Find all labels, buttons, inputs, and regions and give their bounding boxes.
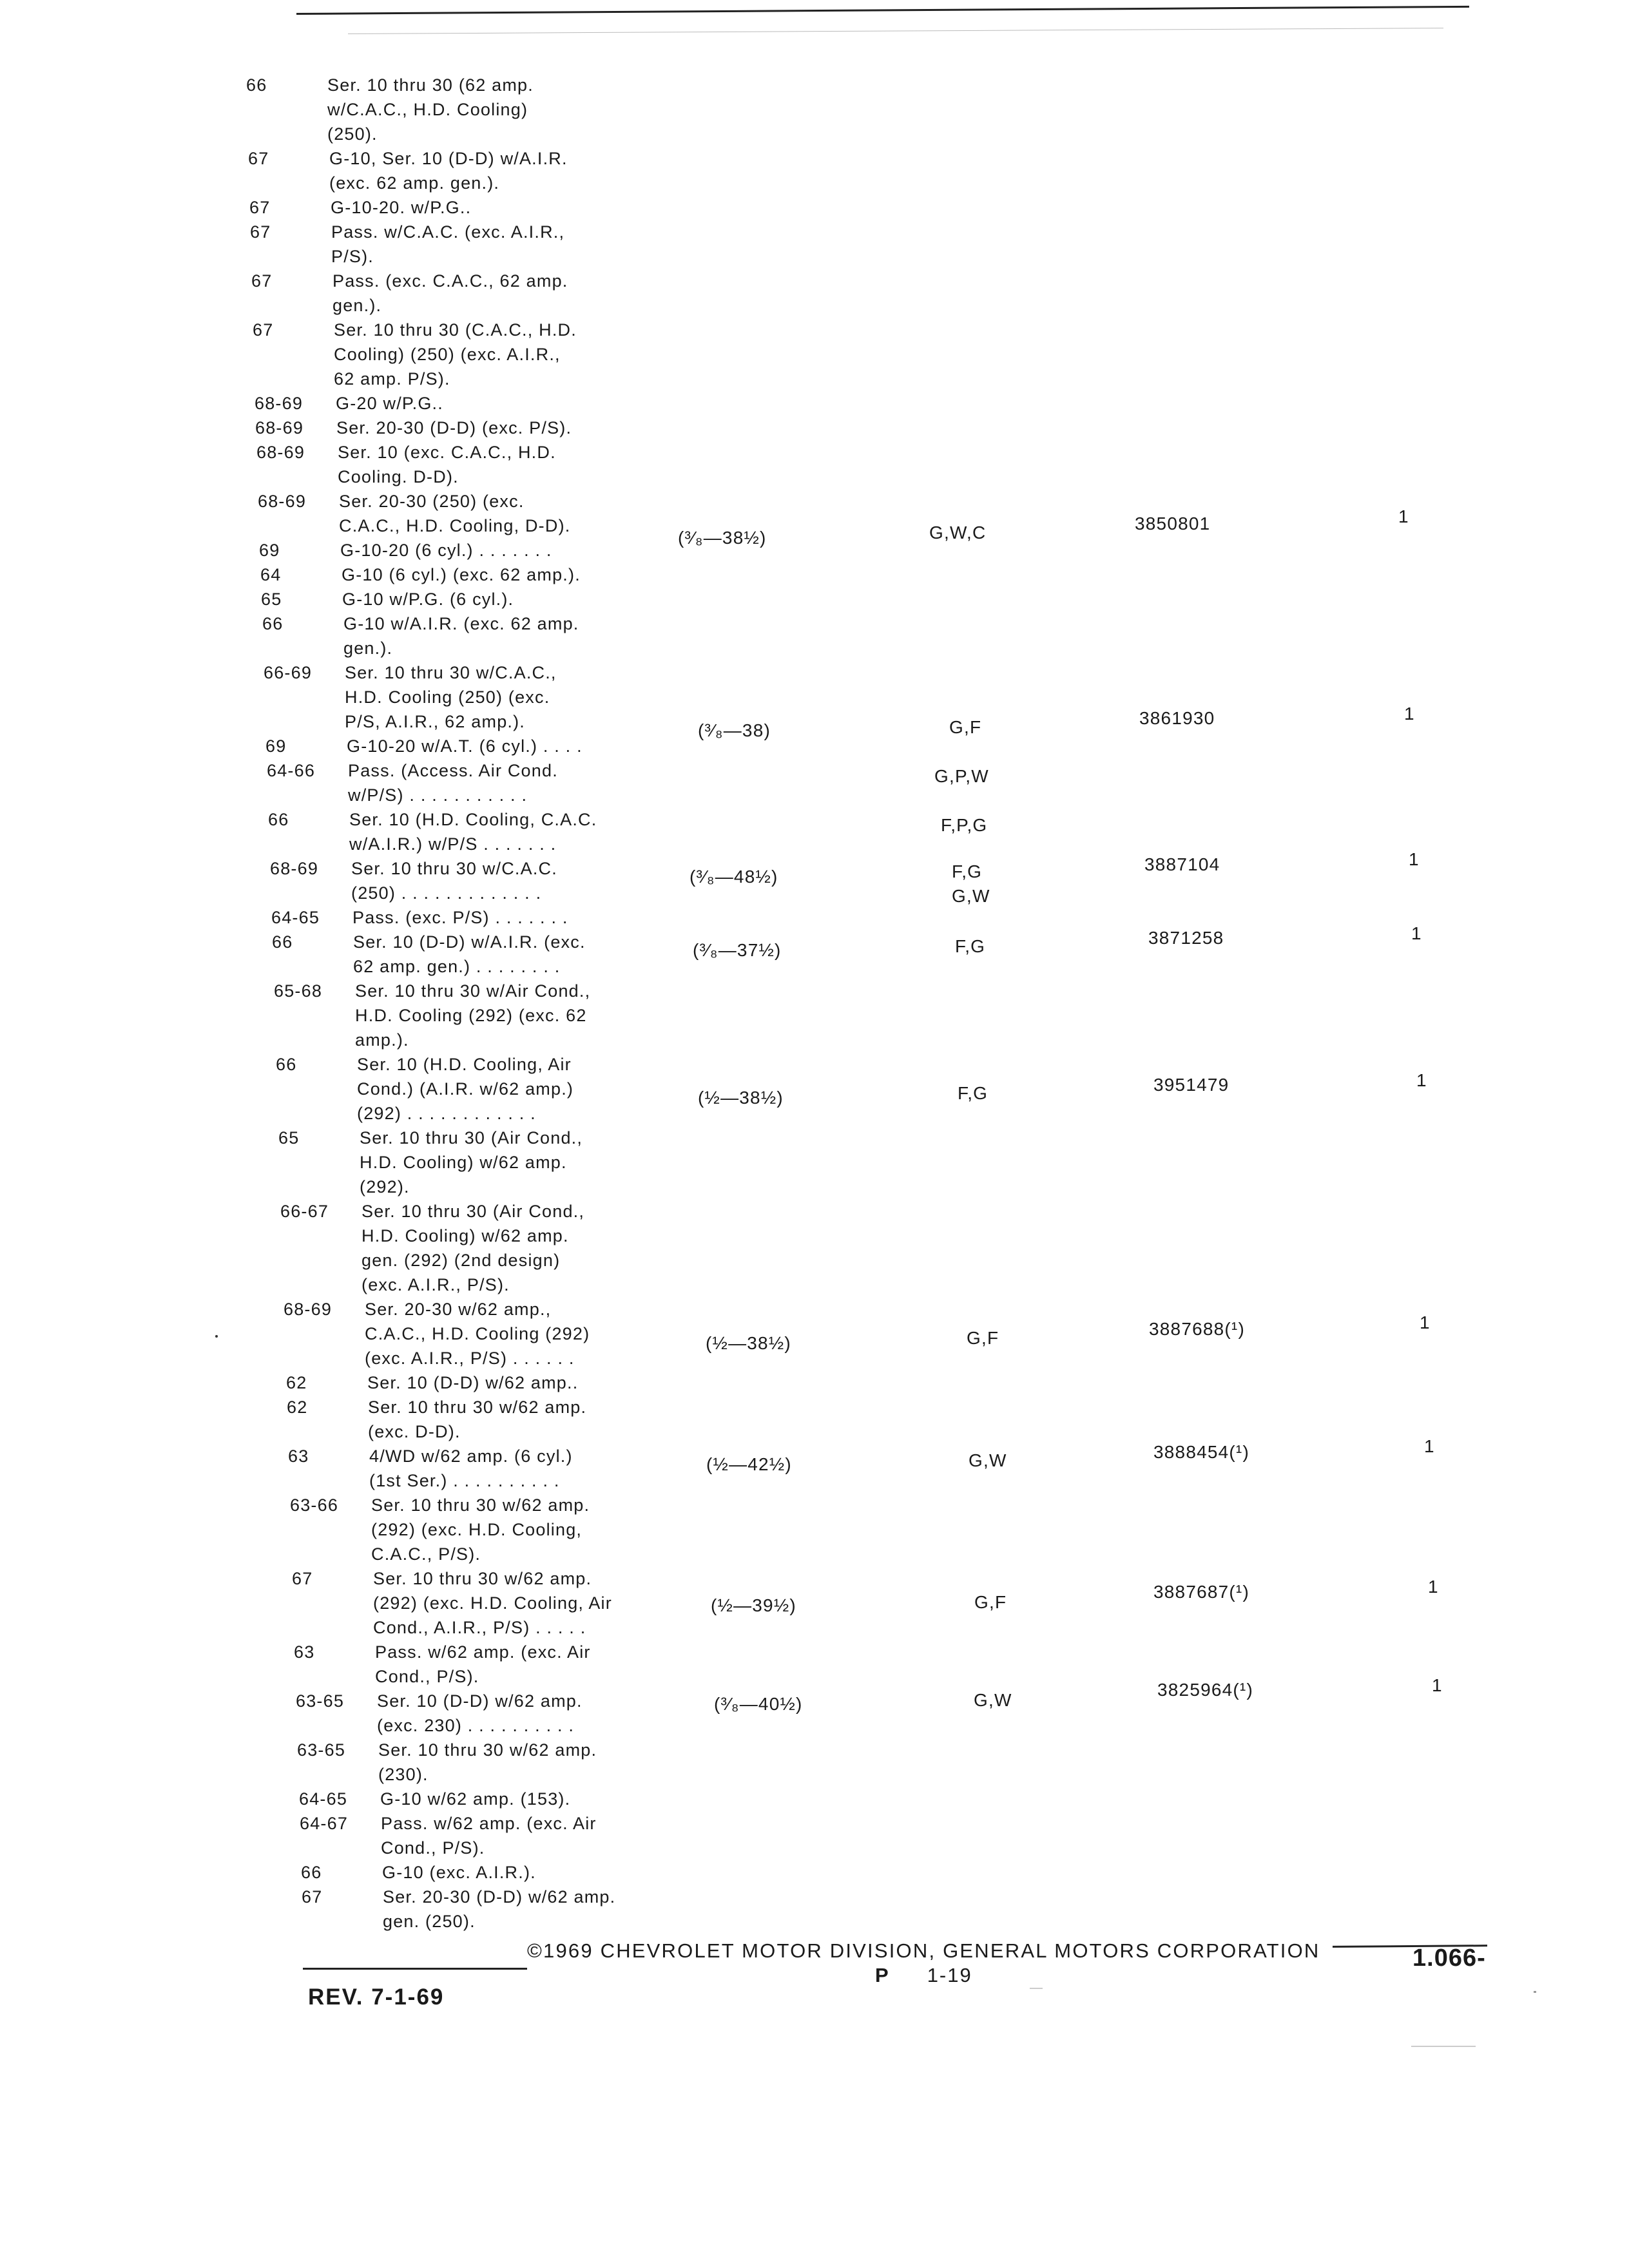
entry-years: 68-69 (270, 859, 319, 878)
entry-description: Ser. 10 (D-D) w/62 amp.. (367, 1373, 579, 1392)
entry-description: Ser. 10 thru 30 (62 amp. w/C.A.C., H.D. Cooling) (250). (327, 75, 534, 144)
type-code: G,P,W (934, 766, 989, 786)
entry-description: Ser. 10 thru 30 w/C.A.C. (250) . . . . . . . . . . . . . (351, 859, 557, 903)
entry-years: 67 (251, 271, 273, 291)
page-number: 1-19 (927, 1964, 972, 1986)
entry-description: Ser. 10 thru 30 w/62 amp. (292) (exc. H.D. Cooling, C.A.C., P/S). (371, 1495, 590, 1564)
entry-years: 68-69 (284, 1300, 333, 1319)
quantity: 1 (1404, 704, 1415, 724)
scan-speck (1411, 2046, 1476, 2047)
entry-years: 62 (287, 1398, 308, 1417)
entry-years: 63-65 (296, 1691, 345, 1711)
entry-description: G-20 w/P.G.. (336, 394, 443, 413)
type-code: G,F (974, 1592, 1007, 1612)
entry-description: Ser. 20-30 (D-D) (exc. P/S). (336, 418, 572, 437)
entry-years: 67 (302, 1887, 323, 1907)
entry-years: 66 (262, 614, 284, 633)
entry-description: G-10-20 w/A.T. (6 cyl.) . . . . (347, 736, 583, 756)
entry-description: G-10 (6 cyl.) (exc. 62 amp.). (342, 565, 581, 584)
type-code: F,G (958, 1083, 988, 1103)
part-number: 3887104 (1144, 854, 1220, 874)
entry-years: 67 (249, 198, 271, 217)
entry-description: Ser. 10 thru 30 (Air Cond., H.D. Cooling) w/62 amp. gen. (292) (2nd design) (exc. A.I.R., P/S). (361, 1202, 585, 1294)
part-number: 3861930 (1139, 708, 1215, 728)
entry-years: 66 (268, 810, 289, 829)
entry-description: G-10 w/A.I.R. (exc. 62 amp. gen.). (343, 614, 579, 658)
entry-description: Ser. 10 (H.D. Cooling, C.A.C. w/A.I.R.) w/P/S . . . . . . . (349, 810, 597, 854)
hose-size: (³⁄₈—37½) (693, 940, 782, 960)
entry-years: 63-65 (297, 1740, 346, 1760)
type-code: G,F (967, 1328, 999, 1348)
entry-years: 64-66 (267, 761, 316, 780)
entry-years: 64-67 (300, 1814, 349, 1833)
hose-size: (³⁄₈—38) (698, 720, 771, 740)
hose-size: (³⁄₈—38½) (678, 528, 767, 548)
entry-description: Pass. w/62 amp. (exc. Air Cond., P/S). (375, 1642, 591, 1686)
entry-years: 66 (276, 1055, 297, 1074)
type-code: F,P,G (941, 815, 988, 835)
hose-size: (³⁄₈—48½) (689, 867, 778, 887)
type-code: F,G G,W (952, 861, 990, 906)
entry-description: Ser. 10 (H.D. Cooling, Air Cond.) (A.I.R. w/62 amp.) (292) . . . . . . . . . . . . (357, 1055, 574, 1123)
entry-years: 64-65 (299, 1789, 348, 1809)
part-number: 3825964(¹) (1157, 1680, 1253, 1700)
entry-years: 68-69 (258, 492, 307, 511)
entry-description: G-10-20 (6 cyl.) . . . . . . . (340, 541, 552, 560)
type-code: F,G (955, 936, 986, 956)
scan-streak (348, 28, 1443, 34)
entry-years: 67 (253, 320, 274, 340)
entry-years: 69 (259, 541, 280, 560)
quantity: 1 (1416, 1070, 1427, 1090)
quantity: 1 (1424, 1436, 1435, 1456)
entry-years: 65 (278, 1128, 300, 1148)
entry-description: Ser. 20-30 w/62 amp., C.A.C., H.D. Cooling (292) (exc. A.I.R., P/S) . . . . . . (365, 1300, 590, 1368)
quantity: 1 (1398, 506, 1409, 526)
entry-description: 4/WD w/62 amp. (6 cyl.) (1st Ser.) . . . . . . . . . . (369, 1446, 573, 1490)
part-number: 3871258 (1148, 928, 1224, 948)
quantity: 1 (1432, 1675, 1443, 1695)
entry-years: 65-68 (274, 981, 323, 1001)
entry-years: 63 (294, 1642, 315, 1662)
page-letter: P (875, 1964, 890, 1986)
page-reference (875, 1964, 972, 1987)
entry-description: G-10 w/62 amp. (153). (380, 1789, 571, 1809)
entry-description: G-10-20. w/P.G.. (331, 198, 472, 217)
copyright-notice: ©1969 CHEVROLET MOTOR DIVISION, GENERAL MOTORS CORPORATION (527, 1939, 1320, 1962)
entry-years: 66-69 (264, 663, 313, 682)
top-rule (296, 6, 1469, 15)
entry-years: 66 (272, 932, 293, 952)
entry-years: 63-66 (290, 1495, 339, 1515)
entry-years: 62 (286, 1373, 307, 1392)
entry-description: Ser. 10 thru 30 w/C.A.C., H.D. Cooling (250) (exc. P/S, A.I.R., 62 amp.). (345, 663, 557, 731)
entry-years: 69 (265, 736, 287, 756)
entry-description: Pass. w/C.A.C. (exc. A.I.R., P/S). (331, 222, 565, 266)
entry-description: G-10 (exc. A.I.R.). (382, 1863, 536, 1882)
entry-years: 64-65 (271, 908, 320, 927)
entry-description: Ser. 10 (exc. C.A.C., H.D. Cooling. D-D). (338, 443, 556, 486)
entry-description: Ser. 20-30 (250) (exc. C.A.C., H.D. Cooling, D-D). (339, 492, 571, 535)
hose-size: (½—38½) (706, 1333, 791, 1353)
section-number: 1.066- (1412, 1945, 1486, 1972)
entry-years: 66-67 (280, 1202, 329, 1221)
quantity: 1 (1428, 1577, 1439, 1597)
hose-size: (³⁄₈—40½) (714, 1694, 803, 1714)
quantity: 1 (1420, 1312, 1431, 1332)
entry-description: G-10 w/P.G. (6 cyl.). (342, 590, 514, 609)
entry-years: 65 (261, 590, 282, 609)
entry-description: Ser. 10 thru 30 w/Air Cond., H.D. Cooling (292) (exc. 62 amp.). (355, 981, 591, 1050)
entry-description: Ser. 10 thru 30 w/62 amp. (230). (378, 1740, 597, 1784)
entry-description: Ser. 20-30 (D-D) w/62 amp. gen. (250). (383, 1887, 616, 1931)
quantity: 1 (1411, 923, 1422, 943)
entry-years: 67 (248, 149, 269, 168)
hose-size: (½—39½) (711, 1595, 796, 1615)
entry-description: Pass. (exc. P/S) . . . . . . . (352, 908, 568, 927)
scan-speck (1030, 1988, 1043, 1989)
entry-description: Ser. 10 thru 30 w/62 amp. (292) (exc. H.D. Cooling, Air Cond., A.I.R., P/S) . . . . . (373, 1569, 612, 1637)
footer-rule-left (303, 1968, 527, 1970)
entry-years: 66 (246, 75, 267, 95)
entry-years: 68-69 (256, 443, 305, 462)
type-code: G,W,C (929, 523, 987, 543)
part-number: 3951479 (1153, 1075, 1229, 1095)
entry-years: 64 (260, 565, 282, 584)
scan-speck (1534, 1991, 1536, 1993)
entry-description: Ser. 10 thru 30 (C.A.C., H.D. Cooling) (250) (exc. A.I.R., 62 amp. P/S). (334, 320, 577, 389)
part-number: 3887688(¹) (1149, 1319, 1245, 1339)
scan-speck (215, 1335, 218, 1338)
type-code: G,W (974, 1690, 1012, 1710)
entry-description: Ser. 10 (D-D) w/62 amp. (exc. 230) . . . . . . . . . . (377, 1691, 583, 1735)
entry-description: Ser. 10 (D-D) w/A.I.R. (exc. 62 amp. gen.) . . . . . . . . (353, 932, 586, 976)
entry-description: Ser. 10 thru 30 (Air Cond., H.D. Cooling) w/62 amp. (292). (360, 1128, 583, 1196)
entry-years: 63 (288, 1446, 309, 1466)
entry-years: 68-69 (255, 418, 304, 437)
entry-description: Pass. (exc. C.A.C., 62 amp. gen.). (333, 271, 568, 315)
part-number: 3887687(¹) (1153, 1582, 1249, 1602)
part-number: 3888454(¹) (1153, 1442, 1249, 1462)
revision-date: REV. 7-1-69 (308, 1984, 445, 2010)
entry-description: Pass. w/62 amp. (exc. Air Cond., P/S). (381, 1814, 597, 1858)
entry-description: Ser. 10 thru 30 w/62 amp. (exc. D-D). (368, 1398, 587, 1441)
entry-description: G-10, Ser. 10 (D-D) w/A.I.R. (exc. 62 amp. gen.). (329, 149, 568, 193)
hose-size: (½—42½) (706, 1454, 792, 1474)
type-code: G,F (949, 717, 982, 737)
entry-years: 66 (301, 1863, 322, 1882)
type-code: G,W (969, 1450, 1007, 1470)
entry-years: 68-69 (255, 394, 304, 413)
entry-description: Pass. (Access. Air Cond. w/P/S) . . . . . . . . . . . (348, 761, 558, 805)
part-number: 3850801 (1135, 514, 1211, 533)
hose-size: (½—38½) (698, 1088, 784, 1108)
entry-years: 67 (292, 1569, 313, 1588)
quantity: 1 (1409, 849, 1420, 869)
entry-years: 67 (250, 222, 271, 242)
